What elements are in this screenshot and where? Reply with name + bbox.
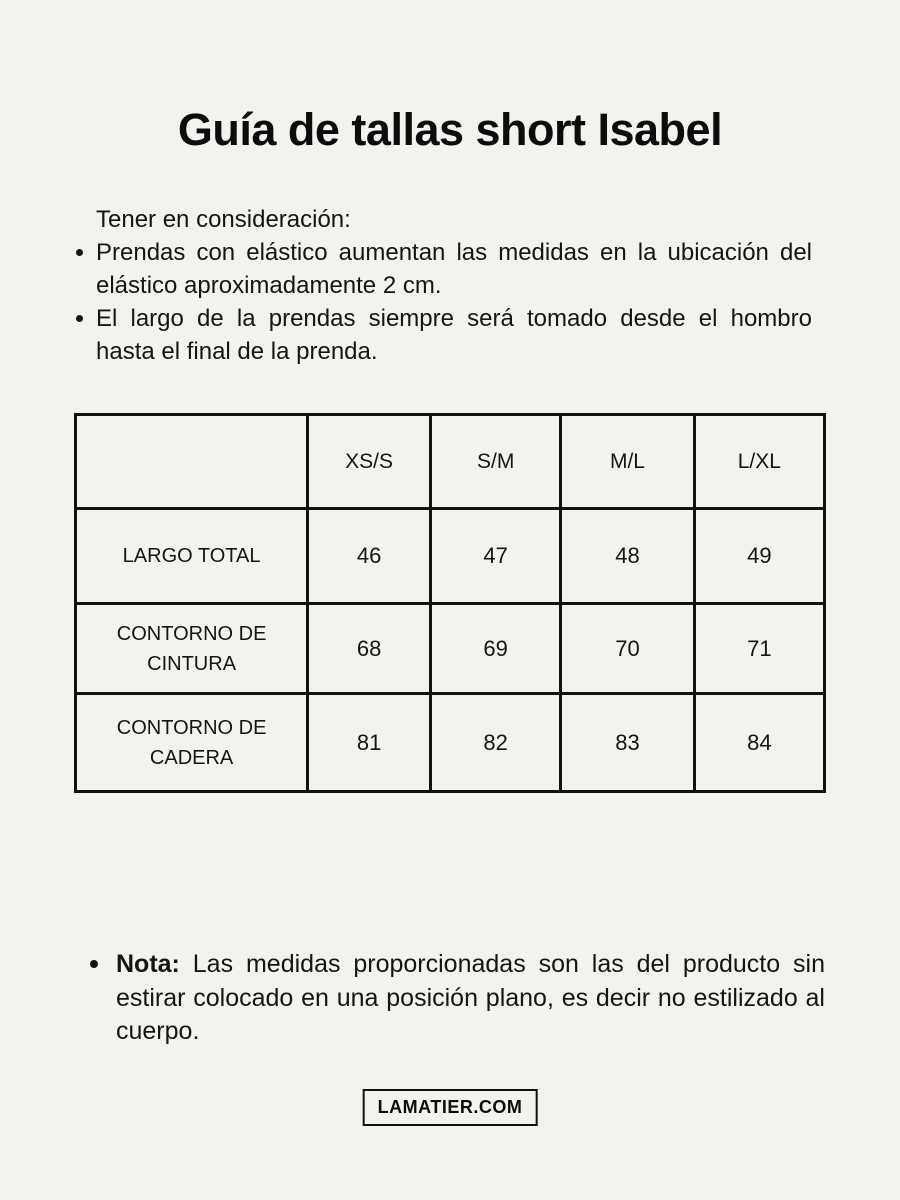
measurement-label: CONTORNO DE CINTURA — [76, 604, 308, 694]
brand-badge: LAMATIER.COM — [363, 1089, 538, 1126]
note-label: Nota: — [116, 950, 180, 978]
measurement-value: 48 — [561, 509, 694, 604]
considerations-list — [75, 236, 812, 368]
note-item — [90, 948, 825, 1049]
measurement-value: 82 — [431, 694, 561, 792]
table-row — [76, 694, 825, 792]
measurement-value: 83 — [561, 694, 694, 792]
measurement-value: 69 — [431, 604, 561, 694]
measurement-value: 70 — [561, 604, 694, 694]
considerations-heading: Tener en consideración: — [96, 206, 351, 233]
measurement-label: LARGO TOTAL — [76, 509, 308, 604]
size-column-header: XS/S — [308, 415, 431, 509]
note-section — [90, 948, 825, 1049]
size-column-header: M/L — [561, 415, 694, 509]
page-title: Guía de tallas short Isabel — [177, 104, 723, 155]
measurement-value: 71 — [694, 604, 824, 694]
size-table — [74, 413, 826, 793]
consideration-item: El largo de la prendas siempre será tomado desde el hombro hasta el final de la prenda. — [75, 302, 812, 368]
measurement-value: 46 — [308, 509, 431, 604]
measurement-label: CONTORNO DE CADERA — [76, 694, 308, 792]
considerations-section — [75, 203, 812, 368]
size-table-corner-cell — [76, 415, 308, 509]
size-column-header: S/M — [431, 415, 561, 509]
consideration-item: Prendas con elástico aumentan las medidas en la ubicación del elástico aproximadamente 2 cm. — [75, 236, 812, 302]
note-text: Las medidas proporcionadas son las del producto sin estirar colocado en una posición plano, es decir no estilizado al cuerpo. — [116, 950, 825, 1045]
table-row — [76, 604, 825, 694]
table-row — [76, 509, 825, 604]
size-column-header: L/XL — [694, 415, 824, 509]
measurement-value: 84 — [694, 694, 824, 792]
measurement-value: 49 — [694, 509, 824, 604]
measurement-value: 47 — [431, 509, 561, 604]
measurement-value: 81 — [308, 694, 431, 792]
measurement-value: 68 — [308, 604, 431, 694]
size-table-header-row — [76, 415, 825, 509]
